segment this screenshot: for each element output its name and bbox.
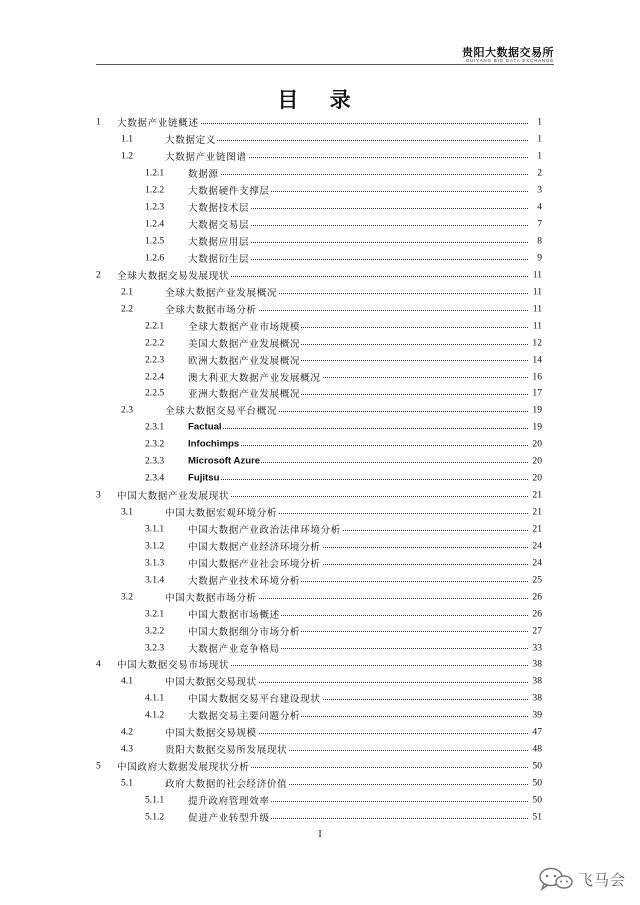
toc-entry[interactable] — [96, 707, 542, 724]
toc-entry-page: 17 — [532, 387, 542, 399]
toc-entry[interactable] — [96, 385, 542, 402]
toc-entry-number: 2 — [96, 269, 101, 281]
toc-entry-title: 澳大利亚大数据产业发展概况 — [188, 370, 322, 384]
toc-entry[interactable] — [96, 453, 542, 470]
toc-entry-number: 5.1.2 — [145, 811, 165, 823]
toc-entry[interactable] — [96, 656, 542, 673]
toc-entry-page: 26 — [532, 608, 542, 620]
toc-dot-leader — [165, 140, 528, 141]
toc-entry-page: 38 — [532, 675, 542, 687]
toc-entry[interactable] — [96, 775, 542, 792]
toc-entry-number: 1.2 — [121, 150, 133, 162]
toc-entry-page: 11 — [532, 303, 542, 315]
toc-entry-title: 中国大数据产业发展现状 — [117, 488, 230, 502]
toc-entry-title: 大数据硬件支撑层 — [188, 183, 271, 197]
toc-entry-number: 3 — [96, 489, 101, 501]
toc-entry-number: 2.2.4 — [145, 371, 165, 383]
toc-entry-title: 贵阳大数据交易所发展现状 — [165, 742, 288, 756]
toc-entry-title: 中国大数据交易规模 — [165, 725, 258, 739]
toc-entry-title: Fujitsu — [188, 472, 220, 484]
toc-entry[interactable] — [96, 114, 542, 131]
toc-entry-page: 21 — [532, 506, 542, 518]
toc-entry[interactable] — [96, 487, 542, 504]
toc-entry[interactable] — [96, 673, 542, 690]
toc-entry-number: 4.1 — [121, 675, 133, 687]
page-number: I — [318, 829, 322, 840]
toc-entry-title: 全球大数据交易发展现状 — [117, 268, 230, 282]
toc-entry[interactable] — [96, 724, 542, 741]
toc-entry[interactable] — [96, 588, 542, 605]
toc-entry[interactable] — [96, 131, 542, 148]
toc-entry-number: 2.3 — [121, 404, 133, 416]
toc-entry-title: 中国大数据产业经济环境分析 — [188, 539, 322, 553]
table-of-contents — [96, 114, 542, 825]
toc-entry-number: 3.2.2 — [145, 625, 165, 637]
toc-entry-page: 24 — [532, 557, 542, 569]
toc-entry-page: 11 — [532, 286, 542, 298]
toc-entry-page: 21 — [532, 523, 542, 535]
toc-entry-title: 中国大数据细分市场分析 — [188, 624, 301, 638]
toc-dot-leader — [188, 428, 528, 429]
toc-entry-number: 3.1 — [121, 506, 133, 518]
toc-entry[interactable] — [96, 250, 542, 267]
toc-entry[interactable] — [96, 216, 542, 233]
toc-entry-page: 50 — [532, 794, 542, 806]
toc-entry-number: 1.2.2 — [145, 184, 165, 196]
toc-entry-title: 数据源 — [188, 166, 220, 180]
toc-entry[interactable] — [96, 639, 542, 656]
toc-entry-number: 3.1.3 — [145, 557, 165, 569]
toc-entry-page: 20 — [532, 472, 542, 484]
toc-entry-number: 4.1.2 — [145, 709, 165, 721]
header-brand: 贵阳大数据交易所 — [462, 46, 554, 59]
toc-entry-page: 50 — [532, 760, 542, 772]
toc-entry-title: 大数据技术层 — [188, 200, 250, 214]
toc-entry[interactable] — [96, 554, 542, 571]
toc-entry[interactable] — [96, 199, 542, 216]
toc-entry-title: 中国大数据交易市场现状 — [117, 657, 230, 671]
toc-entry-page: 50 — [532, 777, 542, 789]
toc-entry-page: 27 — [532, 625, 542, 637]
toc-entry[interactable] — [96, 165, 542, 182]
toc-entry-page: 38 — [532, 692, 542, 704]
toc-entry-page: 24 — [532, 540, 542, 552]
toc-entry[interactable] — [96, 537, 542, 554]
watermark — [538, 867, 626, 891]
toc-entry-title: 中国大数据产业社会环境分析 — [188, 556, 322, 570]
toc-entry-title: Factual — [188, 421, 222, 433]
toc-entry-number: 5.1 — [121, 777, 133, 789]
toc-entry-title: 政府大数据的社会经济价值 — [165, 776, 288, 790]
toc-entry-number: 3.2.3 — [145, 642, 165, 654]
toc-entry-page: 20 — [532, 455, 542, 467]
toc-entry-page: 4 — [537, 201, 542, 213]
toc-entry-title: 中国大数据市场分析 — [165, 590, 258, 604]
toc-entry-page: 12 — [532, 337, 542, 349]
toc-entry-number: 3.2.1 — [145, 608, 165, 620]
toc-entry-title: 中国大数据市场概述 — [188, 607, 281, 621]
toc-entry-number: 1.1 — [121, 133, 133, 145]
toc-entry[interactable] — [96, 402, 542, 419]
toc-entry[interactable] — [96, 741, 542, 758]
toc-entry[interactable] — [96, 521, 542, 538]
toc-dot-leader — [188, 174, 528, 175]
toc-entry-page: 47 — [532, 726, 542, 738]
toc-entry-number: 3.2 — [121, 591, 133, 603]
toc-entry-number: 3.1.1 — [145, 523, 165, 535]
toc-entry[interactable] — [96, 808, 542, 825]
toc-entry-number: 4.2 — [121, 726, 133, 738]
toc-entry-number: 1.2.3 — [145, 201, 165, 213]
toc-entry-number: 5 — [96, 760, 101, 772]
toc-entry-number: 2.3.4 — [145, 472, 165, 484]
toc-entry-title: 大数据产业技术环境分析 — [188, 573, 301, 587]
toc-entry-number: 4.3 — [121, 743, 133, 755]
toc-entry[interactable] — [96, 419, 542, 436]
toc-entry[interactable] — [96, 758, 542, 775]
toc-title: 目 录 — [277, 88, 363, 112]
toc-entry-title: Infochimps — [188, 438, 240, 450]
toc-entry-page: 21 — [532, 489, 542, 501]
toc-entry-page: 39 — [532, 709, 542, 721]
toc-entry-title: 中国大数据交易现状 — [165, 674, 258, 688]
toc-entry[interactable] — [96, 233, 542, 250]
toc-entry-page: 9 — [537, 252, 542, 264]
toc-entry-number: 4 — [96, 658, 101, 670]
toc-entry[interactable] — [96, 436, 542, 453]
toc-entry-number: 3.1.2 — [145, 540, 165, 552]
toc-entry[interactable] — [96, 182, 542, 199]
toc-entry[interactable] — [96, 317, 542, 334]
toc-entry-page: 1 — [537, 133, 542, 145]
toc-entry-number: 5.1.1 — [145, 794, 165, 806]
toc-entry-title: 大数据定义 — [165, 132, 217, 146]
toc-entry-page: 2 — [537, 167, 542, 179]
toc-entry[interactable] — [96, 283, 542, 300]
toc-entry-number: 1.2.1 — [145, 167, 165, 179]
toc-entry-page: 38 — [532, 658, 542, 670]
toc-entry-page: 3 — [537, 184, 542, 196]
header-brand-subtitle: GUIYANG BIG DATA EXCHANGE — [465, 58, 554, 63]
page-header — [96, 40, 554, 64]
toc-dot-leader — [188, 479, 528, 480]
toc-entry[interactable] — [96, 690, 542, 707]
toc-entry-title: 大数据应用层 — [188, 234, 250, 248]
toc-entry-title: 大数据产业链概述 — [117, 115, 200, 129]
toc-entry-number: 1.2.6 — [145, 252, 165, 264]
toc-entry[interactable] — [96, 792, 542, 809]
toc-entry[interactable] — [96, 504, 542, 521]
toc-entry-title: 大数据交易层 — [188, 217, 250, 231]
toc-entry[interactable] — [96, 351, 542, 368]
toc-entry-page: 16 — [532, 371, 542, 383]
header-rule — [96, 64, 554, 65]
toc-entry-page: 51 — [532, 811, 542, 823]
toc-entry[interactable] — [96, 605, 542, 622]
toc-entry-page: 48 — [532, 743, 542, 755]
toc-entry-title: 提升政府管理效率 — [188, 793, 271, 807]
watermark-text: 飞马会 — [577, 870, 626, 889]
toc-entry-page: 11 — [532, 269, 542, 281]
toc-entry-page: 33 — [532, 642, 542, 654]
toc-entry-title: 全球大数据市场分析 — [165, 302, 258, 316]
toc-entry-number: 2.2.2 — [145, 337, 165, 349]
toc-entry[interactable] — [96, 300, 542, 317]
toc-entry-number: 2.2.5 — [145, 387, 165, 399]
toc-entry-title: 大数据产业竞争格局 — [188, 641, 281, 655]
toc-entry-title: 全球大数据产业市场规模 — [188, 319, 301, 333]
toc-entry-title: Microsoft Azure — [188, 455, 261, 467]
toc-entry-title: 促进产业转型升级 — [188, 810, 271, 824]
toc-entry-number: 2.2.3 — [145, 354, 165, 366]
toc-entry-number: 2.1 — [121, 286, 133, 298]
toc-entry-title: 中国大数据产业政治法律环境分析 — [188, 522, 342, 536]
toc-entry-page: 7 — [537, 218, 542, 230]
toc-entry-page: 25 — [532, 574, 542, 586]
toc-entry-title: 中国政府大数据发展现状分析 — [117, 759, 251, 773]
toc-entry[interactable] — [96, 470, 542, 487]
toc-entry-page: 1 — [537, 116, 542, 128]
toc-entry-page: 26 — [532, 591, 542, 603]
toc-entry-number: 2.2 — [121, 303, 133, 315]
toc-entry-page: 14 — [532, 354, 542, 366]
toc-entry-page: 20 — [532, 438, 542, 450]
toc-entry-page: 19 — [532, 404, 542, 416]
toc-entry-title: 中国大数据宏观环境分析 — [165, 505, 278, 519]
toc-entry[interactable] — [96, 622, 542, 639]
toc-entry-title: 美国大数据产业发展概况 — [188, 336, 301, 350]
toc-entry-title: 全球大数据产业发展概况 — [165, 285, 278, 299]
toc-entry-number: 2.3.1 — [145, 421, 165, 433]
toc-entry[interactable] — [96, 368, 542, 385]
toc-entry-number: 2.3.2 — [145, 438, 165, 450]
toc-entry-page: 1 — [537, 150, 542, 162]
toc-entry-number: 2.2.1 — [145, 320, 165, 332]
toc-entry[interactable] — [96, 148, 542, 165]
toc-entry-page: 8 — [537, 235, 542, 247]
toc-entry-page: 11 — [532, 320, 542, 332]
toc-entry-title: 大数据衍生层 — [188, 251, 250, 265]
toc-entry[interactable] — [96, 571, 542, 588]
toc-entry-number: 4.1.1 — [145, 692, 165, 704]
toc-entry-number: 3.1.4 — [145, 574, 165, 586]
toc-entry-title: 欧洲大数据产业发展概况 — [188, 353, 301, 367]
toc-entry-number: 2.3.3 — [145, 455, 165, 467]
toc-entry-title: 大数据产业链图谱 — [165, 149, 248, 163]
toc-entry-number: 1.2.5 — [145, 235, 165, 247]
toc-entry-page: 19 — [532, 421, 542, 433]
toc-entry-title: 亚洲大数据产业发展概况 — [188, 386, 301, 400]
toc-entry[interactable] — [96, 334, 542, 351]
toc-entry-number: 1 — [96, 116, 101, 128]
toc-entry-title: 大数据交易主要问题分析 — [188, 708, 301, 722]
toc-entry-title: 中国大数据交易平台建设现状 — [188, 691, 322, 705]
wechat-icon — [538, 867, 574, 891]
toc-entry[interactable] — [96, 266, 542, 283]
toc-entry-title: 全球大数据交易平台概况 — [165, 403, 278, 417]
toc-entry-number: 1.2.4 — [145, 218, 165, 230]
